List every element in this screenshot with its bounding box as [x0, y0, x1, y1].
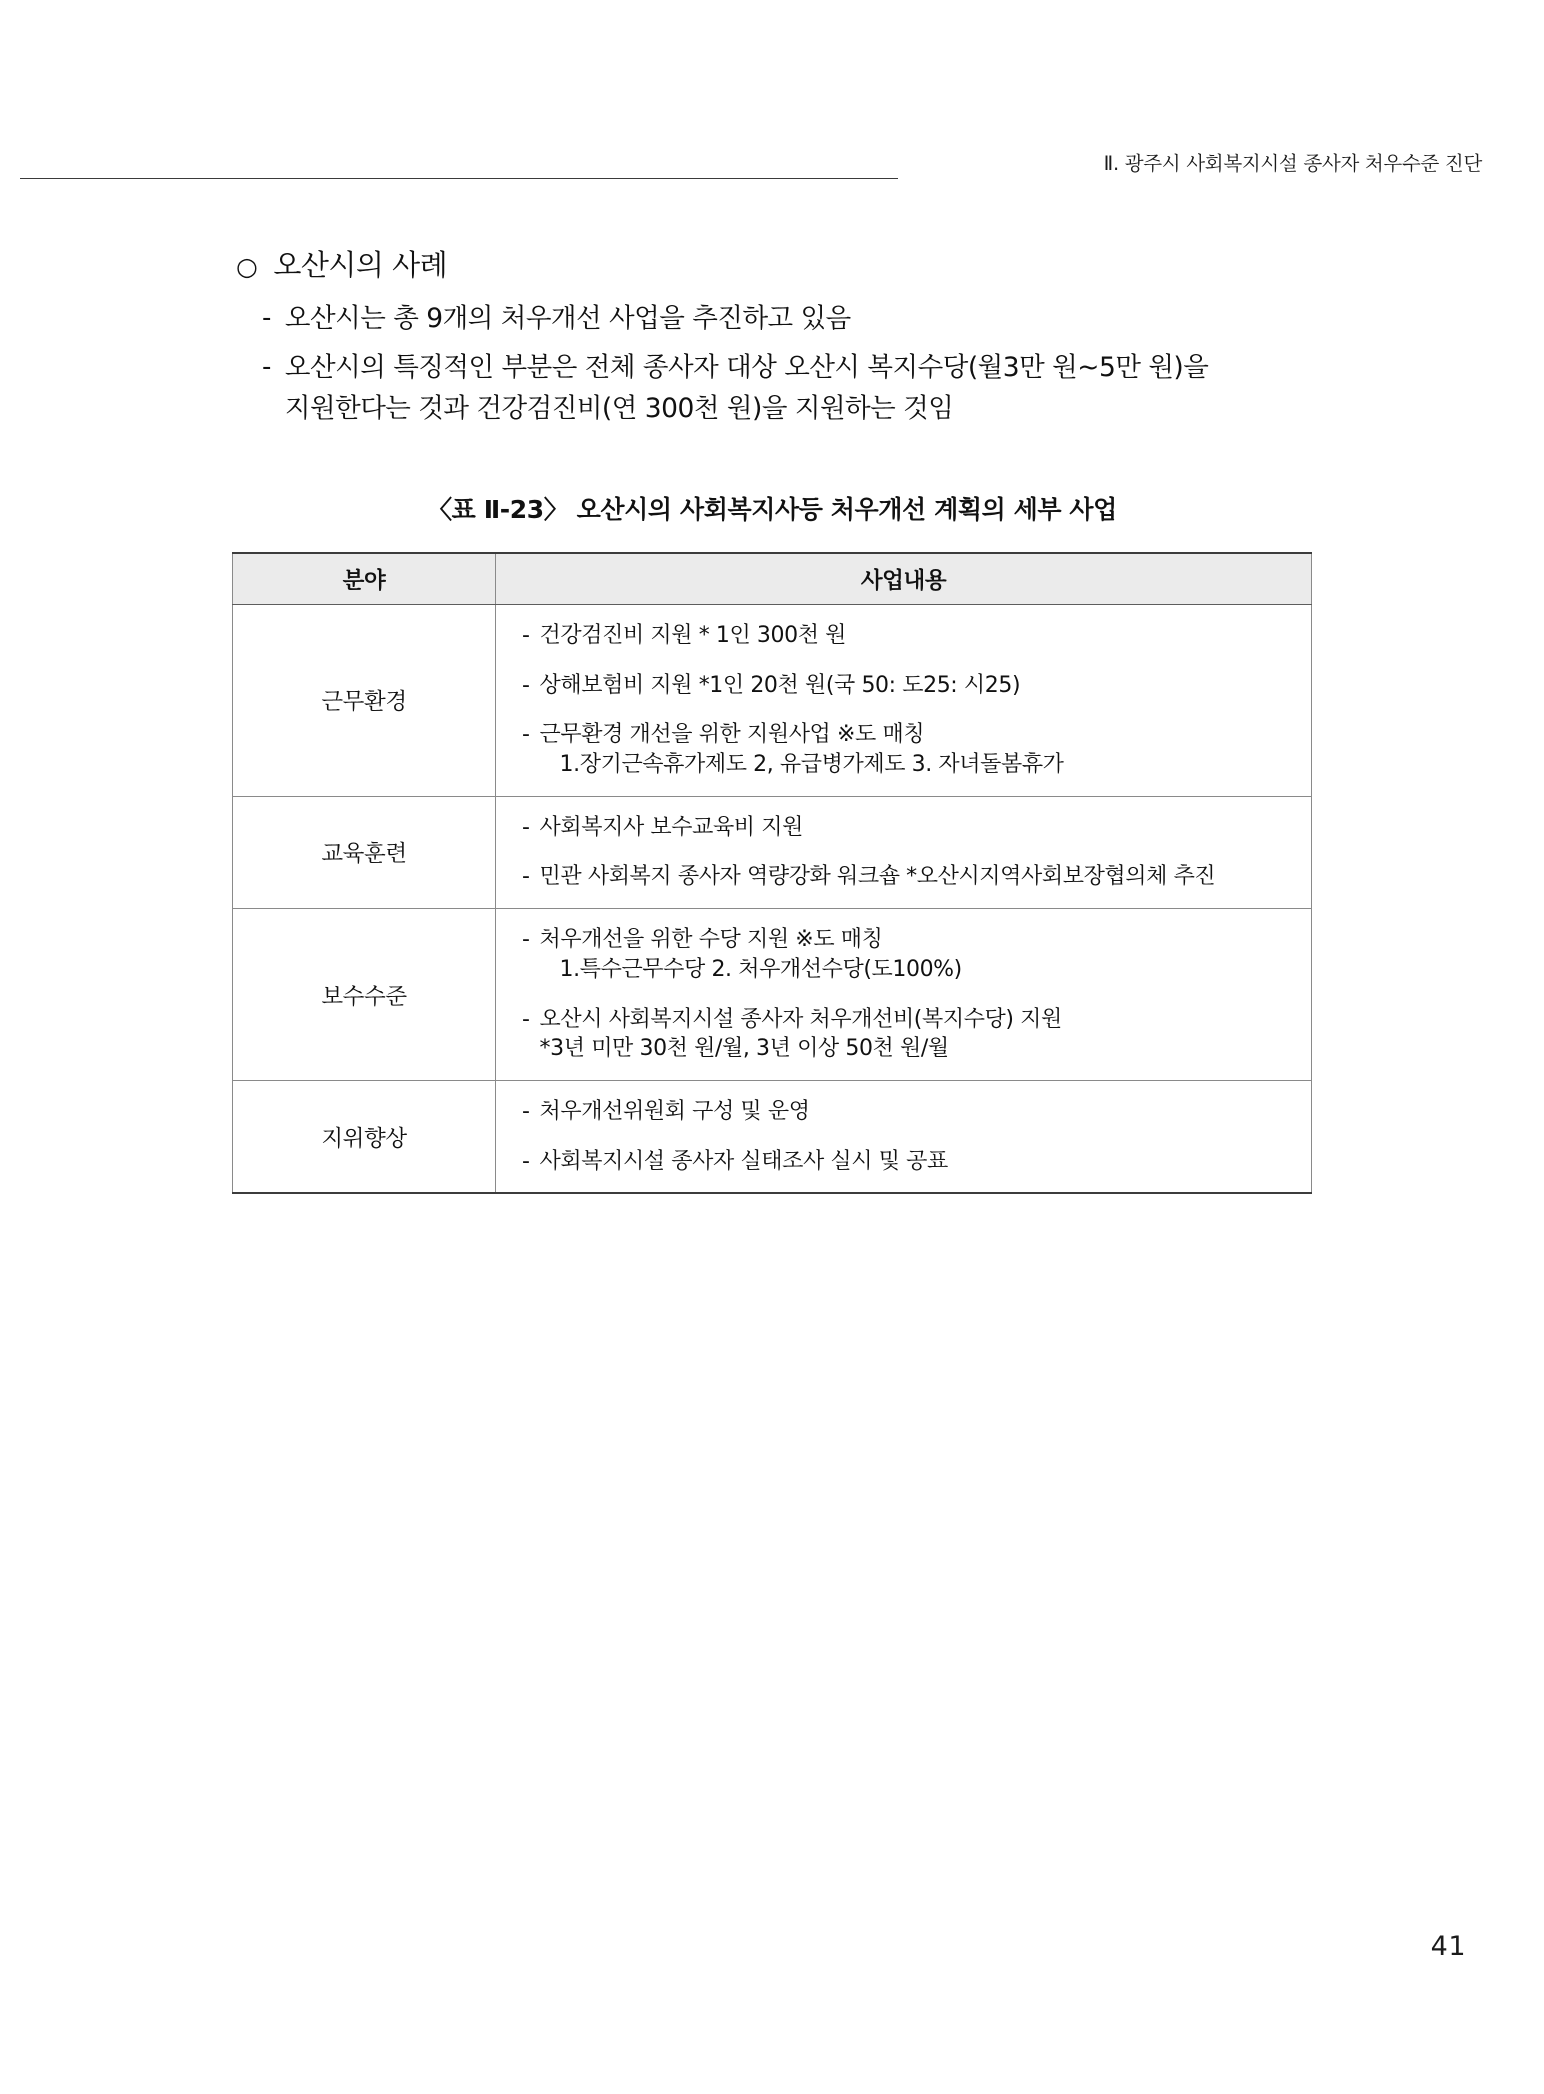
dash-marker-icon: - [262, 303, 271, 333]
list-item [522, 1097, 1293, 1127]
dash-marker-icon: - [522, 1098, 530, 1124]
list-item-label: 처우개선을 위한 수당 지원 ※도 매칭 [539, 927, 883, 953]
list-item-label: 상해보험비 지원 *1인 20천 원(국 50: 도25: 시25) [539, 672, 1021, 698]
dash-marker-icon: - [522, 927, 530, 953]
list-item [522, 671, 1293, 701]
list-item [522, 621, 1293, 651]
dash-marker-icon: - [522, 672, 530, 698]
cell-category: 지위향상 [233, 1080, 496, 1193]
dash-marker-icon: - [522, 623, 530, 648]
section-heading [236, 243, 1316, 284]
dash-marker-icon: - [522, 814, 530, 840]
cell-content [496, 605, 1312, 797]
dash-marker-icon: - [262, 352, 271, 383]
list-item [522, 1005, 1293, 1064]
dash-marker-icon: - [522, 864, 530, 890]
dash-marker-icon: - [522, 1006, 530, 1032]
table-container [232, 552, 1312, 1194]
list-item [522, 1147, 1293, 1177]
table-row [233, 909, 1312, 1081]
list-item-label: 오산시 사회복지시설 종사자 처우개선비(복지수당) 지원 [539, 1006, 1062, 1032]
cell-category: 교육훈련 [233, 796, 496, 908]
dash-marker-icon: - [522, 722, 530, 748]
list-item-label: 사회복지시설 종사자 실태조사 실시 및 공표 [539, 1148, 948, 1174]
dash-marker-icon: - [522, 1148, 530, 1174]
body-text [236, 243, 1316, 437]
section-heading-label: 오산시의 사례 [273, 248, 448, 282]
list-item-label: 처우개선위원회 구성 및 운영 [539, 1098, 810, 1124]
list-item-label: 민관 사회복지 종사자 역량강화 워크숍 *오산시지역사회보장협의체 추진 [539, 864, 1216, 890]
detail-program-table [232, 552, 1312, 1194]
column-header-content: 사업내용 [496, 553, 1312, 605]
table-row [233, 1080, 1312, 1193]
page-number: 41 [1430, 1931, 1466, 1962]
column-header-category: 분야 [233, 553, 496, 605]
header-divider [20, 178, 898, 179]
table-row [233, 605, 1312, 797]
list-item-note: *3년 미만 30천 원/월, 3년 이상 50천 원/월 [539, 1036, 949, 1062]
circle-marker-icon: ○ [236, 252, 258, 281]
cell-content [496, 796, 1312, 908]
cell-category: 보수수준 [233, 909, 496, 1081]
list-item [522, 813, 1293, 843]
list-item [522, 925, 1293, 984]
list-item-sublabel: 1.특수근무수당 2. 처우개선수당(도100%) [559, 956, 962, 982]
table-row [233, 796, 1312, 908]
list-item-label: 건강검진비 지원 * 1인 300천 원 [539, 623, 847, 648]
table-caption: 〈표 Ⅱ-23〉 오산시의 사회복지사등 처우개선 계획의 세부 사업 [427, 495, 1117, 524]
table-header-row [233, 553, 1312, 605]
list-item [522, 720, 1293, 779]
bullet-item-label-continued: 지원한다는 것과 건강검진비(연 300천 원)을 지원하는 것임 [284, 393, 954, 425]
bullet-item [236, 347, 1316, 429]
list-item-sublabel: 1.장기근속휴가제도 2, 유급병가제도 3. 자녀돌봄휴가 [559, 752, 1064, 778]
cell-content [496, 909, 1312, 1081]
list-item [522, 862, 1293, 892]
list-item-label: 근무환경 개선을 위한 지원사업 ※도 매칭 [539, 722, 925, 748]
page-header [0, 148, 1544, 175]
bullet-item-label: 오산시의 특징적인 부분은 전체 종사자 대상 오산시 복지수당(월3만 원~5만 원)을 [284, 352, 1209, 384]
list-item-label: 사회복지사 보수교육비 지원 [539, 814, 803, 840]
bullet-item-label: 오산시는 총 9개의 처우개선 사업을 추진하고 있음 [284, 303, 851, 334]
cell-category: 근무환경 [233, 605, 496, 797]
running-head: Ⅱ. 광주시 사회복지시설 종사자 처우수준 진단 [1103, 152, 1482, 175]
cell-content [496, 1080, 1312, 1193]
bullet-item [236, 298, 1316, 339]
